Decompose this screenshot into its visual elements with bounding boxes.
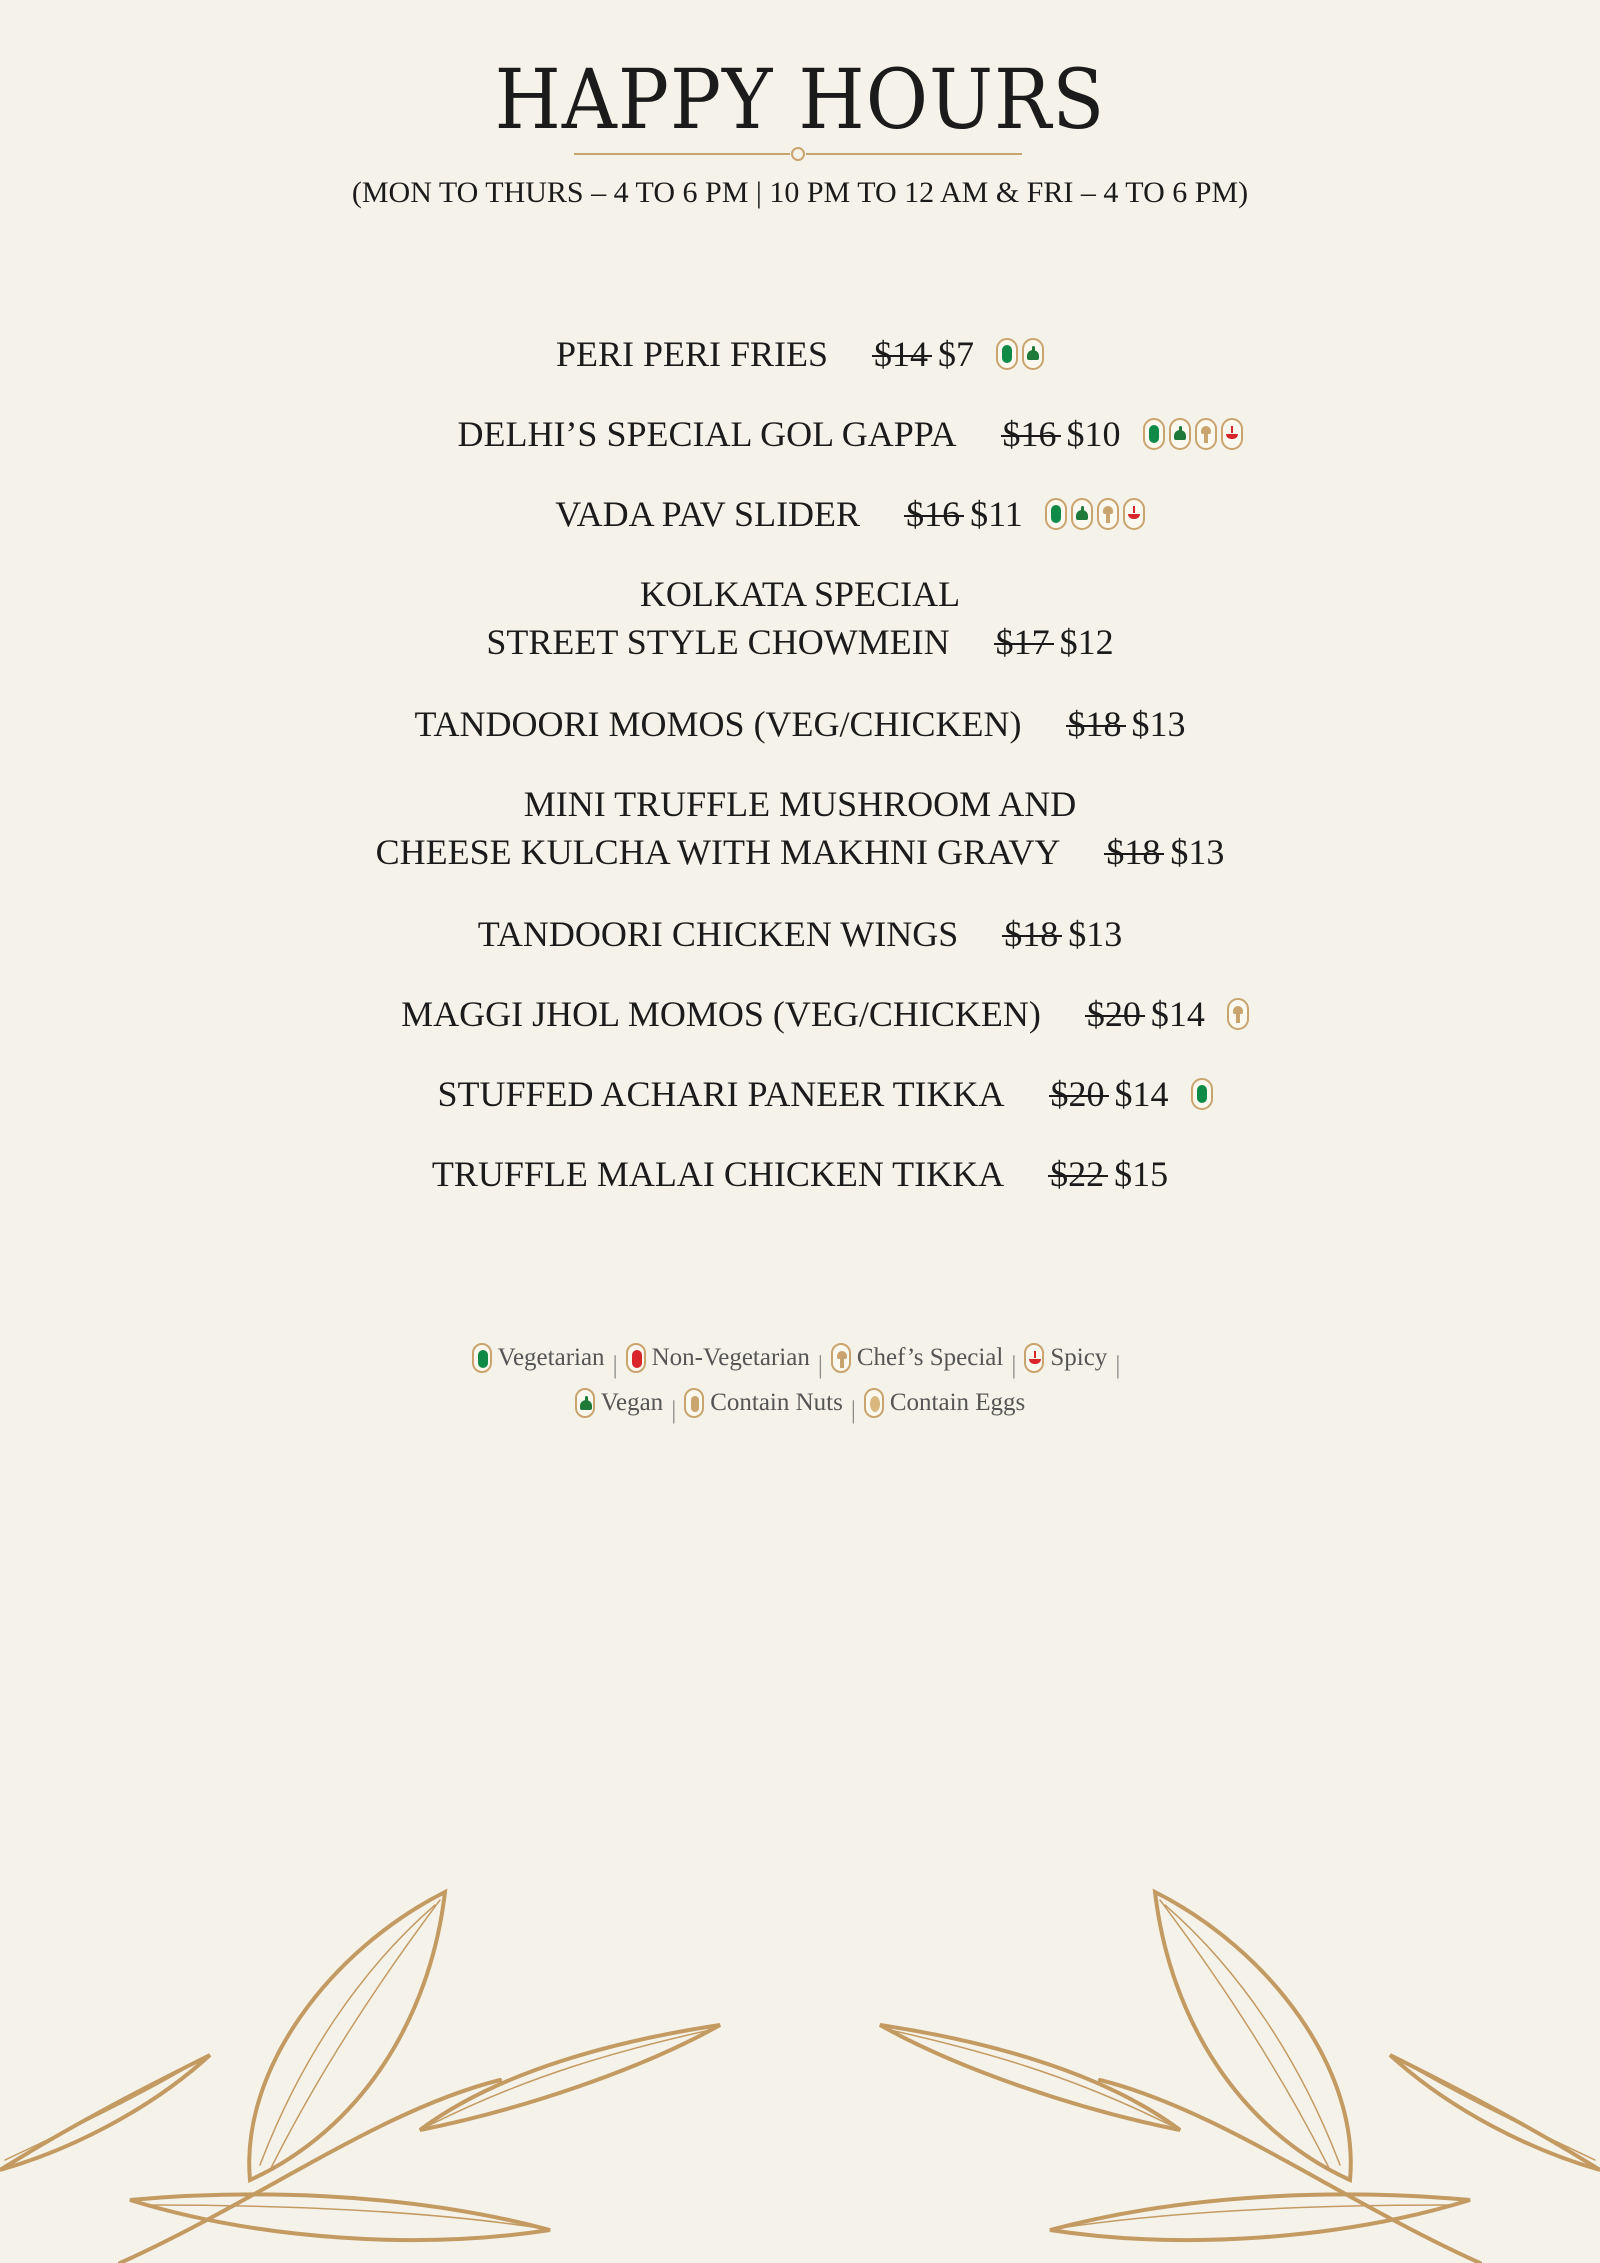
item-prices [996, 618, 1114, 666]
legend-separator: | [612, 1352, 618, 1379]
legend-non-vegetarian [626, 1338, 810, 1378]
chefs-special-icon [1227, 998, 1249, 1030]
spicy-icon [1024, 1343, 1044, 1373]
item-prices [1004, 910, 1122, 958]
legend-separator: | [850, 1397, 856, 1424]
new-price: $13 [1170, 832, 1225, 872]
legend-separator: | [1115, 1352, 1121, 1379]
spicy-icon [1123, 498, 1145, 530]
item-name: CHEESE KULCHA WITH MAKHNI GRAVY [375, 832, 1061, 872]
item-icons [996, 338, 1044, 370]
item-prices [1003, 410, 1121, 458]
new-price: $14 [1114, 1074, 1169, 1114]
new-price: $13 [1131, 704, 1186, 744]
legend-label: Vegetarian [497, 1344, 605, 1371]
vegan-icon [1071, 498, 1093, 530]
legend-contain-eggs [864, 1383, 1025, 1423]
item-prices [874, 330, 974, 378]
legend-chefs-special [831, 1338, 1003, 1378]
menu-item [0, 410, 1600, 458]
chefs-special-icon [1097, 498, 1119, 530]
vegetarian-icon [472, 1343, 492, 1373]
item-name: PERI PERI FRIES [555, 334, 829, 374]
menu-item [0, 490, 1600, 538]
legend-label: Non-Vegetarian [651, 1344, 810, 1371]
vegetarian-icon [1143, 418, 1165, 450]
legend-row-1 [0, 1338, 1600, 1386]
menu-item [0, 910, 1600, 958]
new-price: $13 [1068, 914, 1123, 954]
legend-label: Spicy [1050, 1344, 1108, 1371]
vegetarian-icon [1045, 498, 1067, 530]
item-name: VADA PAV SLIDER [555, 494, 861, 534]
legend-separator: | [817, 1352, 823, 1379]
old-price: $16 [906, 490, 960, 538]
menu-item [0, 990, 1600, 1038]
egg-icon [864, 1388, 884, 1418]
old-price: $20 [1087, 990, 1141, 1038]
old-price: $20 [1051, 1070, 1105, 1118]
item-name: DELHI’S SPECIAL GOL GAPPA [457, 414, 957, 454]
old-price: $18 [1106, 828, 1160, 876]
item-name: MAGGI JHOL MOMOS (VEG/CHICKEN) [401, 994, 1041, 1034]
item-icons [1143, 418, 1243, 450]
item-prices [1051, 1070, 1169, 1118]
spicy-icon [1221, 418, 1243, 450]
new-price: $12 [1059, 622, 1114, 662]
legend-vegetarian [472, 1338, 605, 1378]
item-name: STUFFED ACHARI PANEER TIKKA [437, 1074, 1005, 1114]
old-price: $16 [1003, 410, 1057, 458]
legend-label: Chef’s Special [856, 1344, 1004, 1371]
vegetarian-icon [1191, 1078, 1213, 1110]
item-prices [906, 490, 1023, 538]
legend-row-2 [0, 1383, 1600, 1431]
menu-item [0, 570, 1600, 666]
old-price: $22 [1050, 1150, 1104, 1198]
old-price: $18 [1068, 700, 1122, 748]
chefs-special-icon [831, 1343, 851, 1373]
old-price: $14 [874, 330, 928, 378]
decorative-leaves [0, 1870, 1600, 2263]
menu-item [0, 330, 1600, 378]
item-prices [1087, 990, 1205, 1038]
new-price: $11 [970, 494, 1023, 534]
legend-label: Vegan [600, 1389, 664, 1416]
item-icons [1045, 498, 1145, 530]
item-prices [1068, 700, 1186, 748]
vegetarian-icon [996, 338, 1018, 370]
title-ornament-rule [574, 147, 1022, 161]
legend-separator: | [1011, 1352, 1017, 1379]
item-prices [1050, 1150, 1168, 1198]
item-name: TRUFFLE MALAI CHICKEN TIKKA [431, 1154, 1005, 1194]
new-price: $15 [1114, 1154, 1169, 1194]
item-name: STREET STYLE CHOWMEIN [486, 622, 950, 662]
menu-item [0, 780, 1600, 876]
vegan-icon [1169, 418, 1191, 450]
new-price: $14 [1150, 994, 1205, 1034]
menu-item [0, 1070, 1600, 1118]
item-name-line1: KOLKATA SPECIAL [639, 574, 961, 614]
old-price: $18 [1004, 910, 1058, 958]
legend-contain-nuts [684, 1383, 843, 1423]
item-name-line1: MINI TRUFFLE MUSHROOM AND [523, 784, 1077, 824]
non-vegetarian-icon [626, 1343, 646, 1373]
menu-item [0, 700, 1600, 748]
legend-label: Contain Eggs [889, 1389, 1026, 1416]
nuts-icon [684, 1388, 704, 1418]
legend-spicy [1024, 1338, 1107, 1378]
new-price: $7 [938, 334, 975, 374]
item-name: TANDOORI MOMOS (VEG/CHICKEN) [414, 704, 1022, 744]
item-icons [1191, 1078, 1213, 1110]
menu-item [0, 1150, 1600, 1198]
item-prices [1106, 828, 1224, 876]
legend-separator: | [671, 1397, 677, 1424]
page-title: HAPPY HOURS [494, 51, 1106, 148]
item-icons [1227, 998, 1249, 1030]
legend-label: Contain Nuts [710, 1389, 843, 1416]
chefs-special-icon [1195, 418, 1217, 450]
vegan-icon [1022, 338, 1044, 370]
old-price: $17 [996, 618, 1050, 666]
vegan-icon [575, 1388, 595, 1418]
new-price: $10 [1066, 414, 1121, 454]
hours-subtitle: (MON TO THURS – 4 TO 6 PM | 10 PM TO 12 AM & FRI – 4 TO 6 PM) [351, 176, 1249, 209]
item-name: TANDOORI CHICKEN WINGS [477, 914, 959, 954]
legend-vegan [575, 1383, 663, 1423]
